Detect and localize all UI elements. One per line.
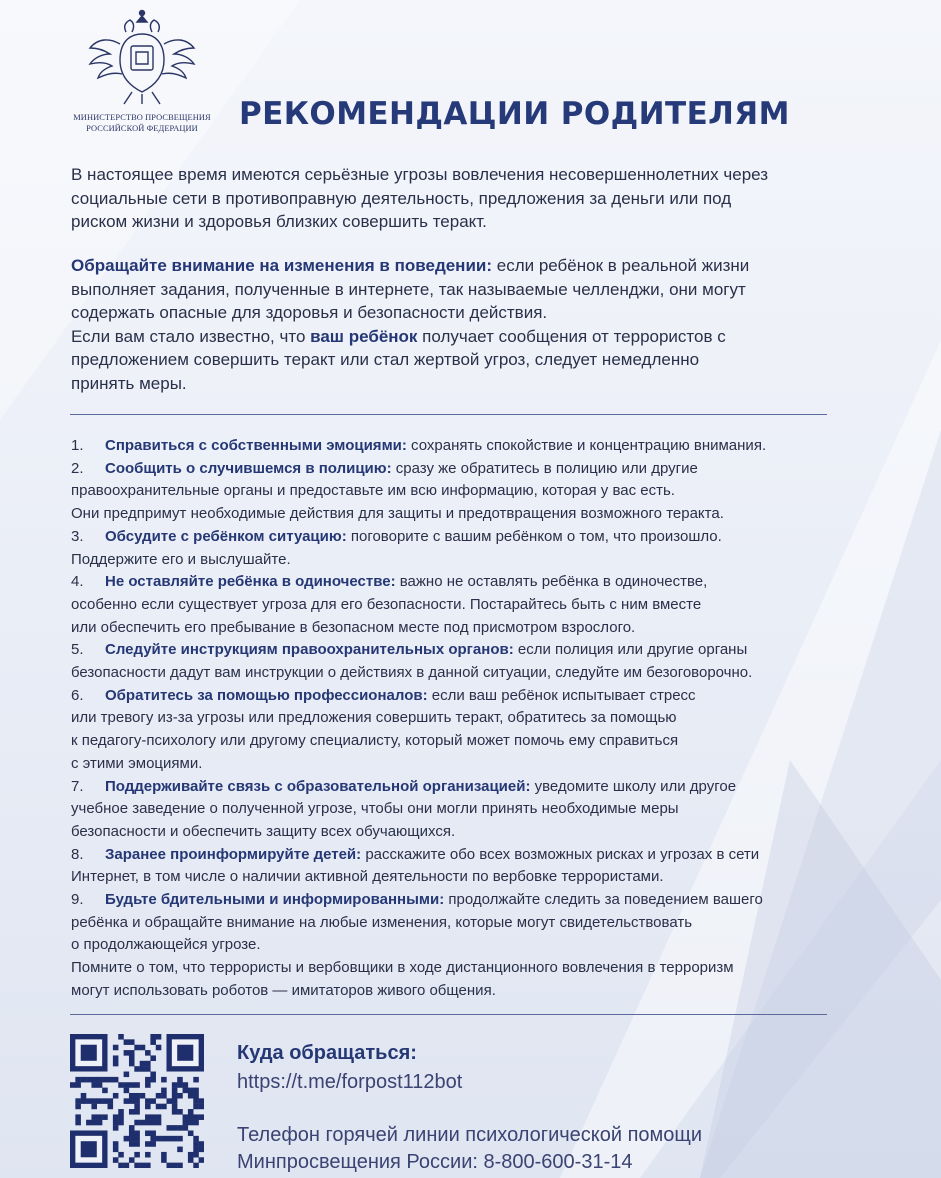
step-first-line [71, 889, 841, 912]
step-item [71, 776, 841, 844]
behavior-line-4 [71, 325, 841, 349]
intro-line: социальные сети в противоправную деятельность, предложения за деньги или под [71, 188, 732, 208]
double-headed-eagle-icon [86, 8, 198, 108]
step-continuation-line: или обеспечить его пребывание в безопасном месте под присмотром взрослого. [71, 618, 636, 636]
intro-line: риском жизни и здоровья близких совершить теракт. [71, 212, 487, 231]
ministry-name-line1: МИНИСТЕРСТВО ПРОСВЕЩЕНИЯ [73, 113, 211, 122]
divider-top [70, 414, 827, 415]
intro-line: В настоящее время имеются серьёзные угрозы вовлечения несовершеннолетних через [71, 165, 769, 184]
behavior-line-2: выполняет задания, полученные в интернете, так называемые челленджи, они могут [71, 279, 746, 299]
step-item [71, 844, 841, 889]
step-text: сразу же обратитесь в полицию или другие [391, 459, 698, 477]
step-text: продолжайте следить за поведением вашего [444, 891, 763, 909]
where-to-apply-label: Куда обращаться: [237, 1042, 417, 1064]
step-heading: Сообщить о случившемся в полицию: [105, 459, 392, 477]
step-first-line [71, 571, 841, 594]
step-number: 1. [71, 437, 84, 454]
steps-list [71, 435, 841, 1003]
step-first-line [71, 526, 841, 549]
step-first-line [71, 844, 841, 867]
step-continuation-line: о продолжающейся угрозе. [71, 936, 261, 954]
page-title: РЕКОМЕНДАЦИИ РОДИТЕЛЯМ [239, 96, 790, 132]
step-number: 7. [71, 777, 84, 795]
behavior-line-1 [71, 254, 841, 278]
step-number: 2. [71, 459, 84, 477]
ministry-logo [62, 8, 222, 134]
step-continuation-line: Интернет, в том числе о наличии активной деятельности по вербовке террористами. [71, 868, 664, 886]
step-heading: Обсудите с ребёнком ситуацию: [105, 527, 347, 545]
step-number: 4. [71, 573, 84, 591]
step-continuation-line: учебное заведение о полученной угрозе, чтобы они могли принять необходимые меры [71, 800, 679, 818]
contacts-block [237, 1040, 702, 1176]
step-heading: Не оставляйте ребёнка в одиночестве: [105, 573, 396, 591]
behavior-line-5: предложением совершить теракт или стал жертвой угроз, следует немедленно [71, 350, 700, 369]
step-heading: Поддерживайте связь с образовательной организацией: [105, 777, 531, 795]
behavior-text: Если вам стало известно, что [71, 326, 311, 346]
step-number: 3. [71, 527, 84, 545]
behavior-heading: Обращайте внимание на изменения в поведении: [71, 256, 493, 275]
closing-line: могут использовать роботов — имитаторов живого общения. [71, 981, 496, 999]
step-continuation-line: с этими эмоциями. [71, 754, 203, 772]
hotline-info [237, 1122, 702, 1176]
step-number: 6. [71, 686, 84, 704]
divider-bottom [70, 1014, 827, 1015]
step-text: если полиция или другие органы [513, 641, 748, 659]
step-first-line [71, 458, 841, 481]
step-text: расскажите обо всех возможных рисках и угрозах в сети [361, 845, 760, 863]
step-number: 5. [71, 641, 84, 659]
behavior-text: если ребёнок в реальной жизни [492, 256, 750, 275]
step-continuation-line: Поддержите его и выслушайте. [71, 550, 291, 568]
step-number: 8. [71, 845, 84, 863]
telegram-bot-link[interactable]: https://t.me/forpost112bot [237, 1071, 463, 1093]
step-continuation-line: ребёнка и обращайте внимание на любые изменения, которые могут свидетельствовать [71, 913, 693, 931]
step-text: если ваш ребёнок испытывает стресс [427, 686, 696, 704]
step-first-line [71, 776, 841, 799]
step-item [71, 435, 841, 458]
step-item [71, 571, 841, 639]
your-child-emphasis: ваш ребёнок [310, 326, 418, 346]
step-heading: Следуйте инструкциям правоохранительных органов: [105, 641, 514, 659]
step-continuation-line: правоохранительные органы и предоставьте им всю информацию, которая у вас есть. [71, 482, 675, 500]
intro-paragraph [71, 163, 841, 234]
step-text: сохранять спокойствие и концентрацию внимания. [406, 437, 767, 454]
step-continuation-line: Они предпримут необходимые действия для защиты и предотвращения возможного теракта. [71, 505, 724, 523]
step-first-line [71, 685, 841, 708]
step-item [71, 458, 841, 526]
behavior-text: получает сообщения от террористов с [417, 326, 726, 346]
step-text: уведомите школу или другое [530, 777, 737, 795]
step-item [71, 526, 841, 571]
step-continuation-line: безопасности дадут вам инструкции о действиях в данной ситуации, следуйте им безоговорочно. [71, 664, 753, 682]
step-heading: Справиться с собственными эмоциями: [105, 437, 407, 454]
step-heading: Обратитесь за помощью профессионалов: [105, 686, 428, 704]
step-item [71, 685, 841, 776]
closing-line: Помните о том, что террористы и вербовщики в ходе дистанционного вовлечения в терроризм [71, 959, 734, 977]
step-number: 9. [71, 891, 84, 909]
step-first-line [71, 639, 841, 662]
step-continuation-line: или тревогу из-за угрозы или предложения совершить теракт, обратитесь за помощью [71, 709, 677, 727]
step-continuation-line: безопасности и обеспечить защиту всех обучающихся. [71, 822, 456, 840]
step-item [71, 639, 841, 684]
qr-code-icon [70, 1034, 204, 1168]
step-continuation-line: особенно если существует угроза для его безопасности. Постарайтесь быть с ним вместе [71, 595, 702, 613]
step-first-line [71, 435, 841, 458]
step-continuation-line: к педагогу-психологу или другому специалисту, который может помочь ему справиться [71, 732, 679, 750]
hotline-line1: Телефон горячей линии психологической помощи [237, 1124, 703, 1146]
hotline-line2: Минпросвещения России: 8-800-600-31-14 [237, 1151, 633, 1173]
ministry-name-line2: РОССИЙСКОЙ ФЕДЕРАЦИИ [86, 124, 198, 133]
step-heading: Будьте бдительными и информированными: [105, 891, 445, 909]
step-text: поговорите с вашим ребёнком о том, что произошло. [346, 527, 722, 545]
step-heading: Заранее проинформируйте детей: [105, 845, 362, 863]
behavior-paragraph [71, 254, 841, 395]
step-item [71, 889, 841, 957]
step-text: важно не оставлять ребёнка в одиночестве, [395, 573, 708, 591]
behavior-line-6: принять меры. [71, 373, 187, 393]
behavior-line-3: содержать опасные для здоровья и безопасности действия. [71, 303, 548, 322]
